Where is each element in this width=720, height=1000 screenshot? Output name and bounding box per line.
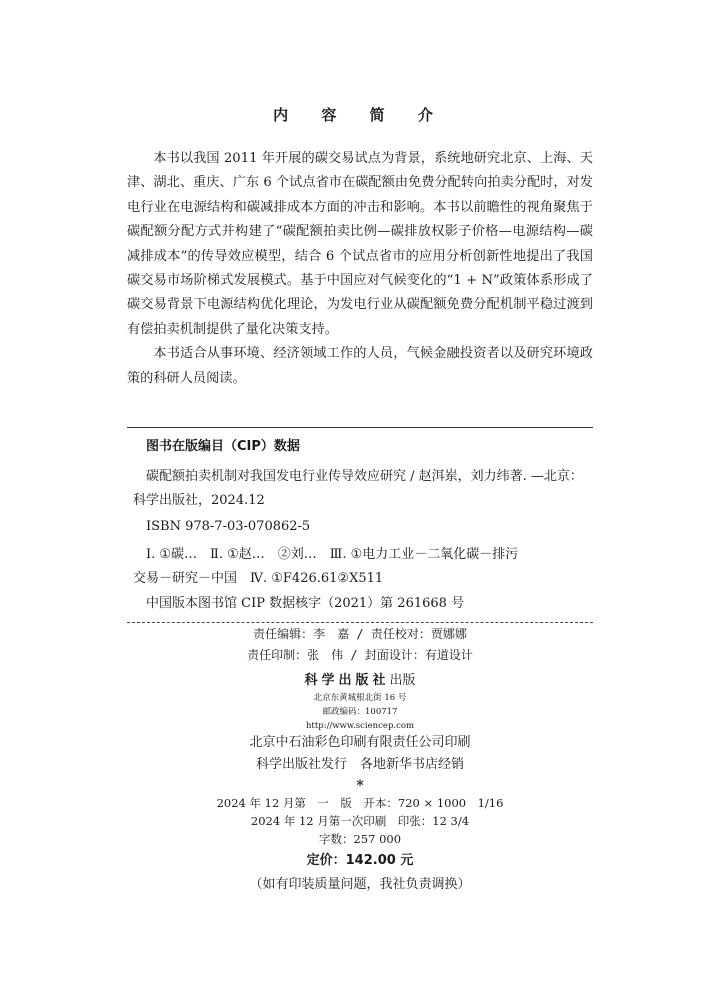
intro-paragraph-2: 本书适合从事环境、经济领域工作的人员，气候金融投资者以及研究环境政策的科研人员阅读。 (127, 346, 593, 386)
publisher-line (0, 669, 720, 688)
publisher-suffix: 出版 (389, 673, 416, 688)
cip-heading: 图书在版编目（CIP）数据 (146, 439, 300, 454)
publisher-website: http://www.sciencep.com (305, 721, 415, 731)
book-introduction (127, 147, 593, 391)
edition-info (0, 794, 720, 848)
classification-line-1: Ⅰ. ①碳… Ⅱ. ①赵… ②刘… Ⅲ. ①电力工业－二氧化碳－排污 (146, 547, 519, 562)
printing-info (0, 732, 720, 776)
staff-line-design: 责任印制：张 伟 / 封面设计：有道设计 (247, 648, 473, 662)
publisher-contact (0, 691, 720, 733)
cip-bottom-rule (127, 622, 593, 623)
price: 定价：142.00 元 (306, 853, 414, 868)
cip-number-text: 中国版本图书馆 CIP 数据核字（2021）第 261668 号 (146, 596, 465, 611)
cip-isbn (133, 515, 589, 539)
cip-top-rule (127, 427, 593, 428)
intro-paragraph-1: 本书以我国 2011 年开展的碳交易试点为背景，系统地研究北京、上海、天津、湖北、重庆、广东 6 个试点省市在碳配额由免费分配转向拍卖分配时，对发电行业在电源结构和碳减排成本方面的冲击和影响。本书以前瞻性的视角聚焦于碳配额分配方式并构建了“碳配额拍卖比例—碳排放权影子价格—电源结构—碳减排成本”的传导效应模型，结合 6 个试点省市的应用分析创新性地提出了我国碳交易市场阶梯式发展模式。基于中国应对气候变化的“1 + N”政策体系形成了碳交易背景下电源结构优化理论，为发电行业从碳配额免费分配机制平稳过渡到有偿拍卖机制提供了量化决策支持。 (127, 151, 593, 337)
cip-data-number (133, 592, 589, 616)
quality-note: （如有印装质量问题，我社负责调换） (249, 877, 471, 892)
cip-bibliographic-record (133, 465, 589, 513)
staff-line-editors: 责任编辑：李 嘉 / 责任校对：贾娜娜 (253, 627, 467, 641)
publisher-name: 科学出版社 (304, 673, 390, 688)
publisher-postcode: 邮政编码：100717 (322, 707, 398, 717)
edition-line-2: 2024 年 12 月第一次印刷 印张：12 3/4 (250, 814, 470, 828)
cip-classification (133, 543, 589, 591)
page-title: 内 容 简 介 (273, 106, 447, 124)
classification-line-2: 交易－研究－中国 Ⅳ. ①F426.61②X511 (133, 571, 384, 586)
publisher-address: 北京东黄城根北街 16 号 (313, 693, 407, 703)
isbn-text: ISBN 978-7-03-070862-5 (146, 519, 311, 534)
edition-line-1: 2024 年 12 月第 一 版 开本：720 × 1000 1/16 (216, 796, 504, 810)
distribution-info: 科学出版社发行 各地新华书店经销 (255, 757, 464, 772)
staff-credits (0, 624, 720, 666)
word-count: 字数：257 000 (318, 832, 402, 846)
separator-asterisk: * (356, 778, 364, 794)
printer-name: 北京中石油彩色印刷有限责任公司印刷 (249, 735, 471, 750)
cip-bibliographic-text: 碳配额拍卖机制对我国发电行业传导效应研究 / 赵洱岽，刘力纬著. —北京：科学出版社，2024.12 (133, 469, 583, 508)
